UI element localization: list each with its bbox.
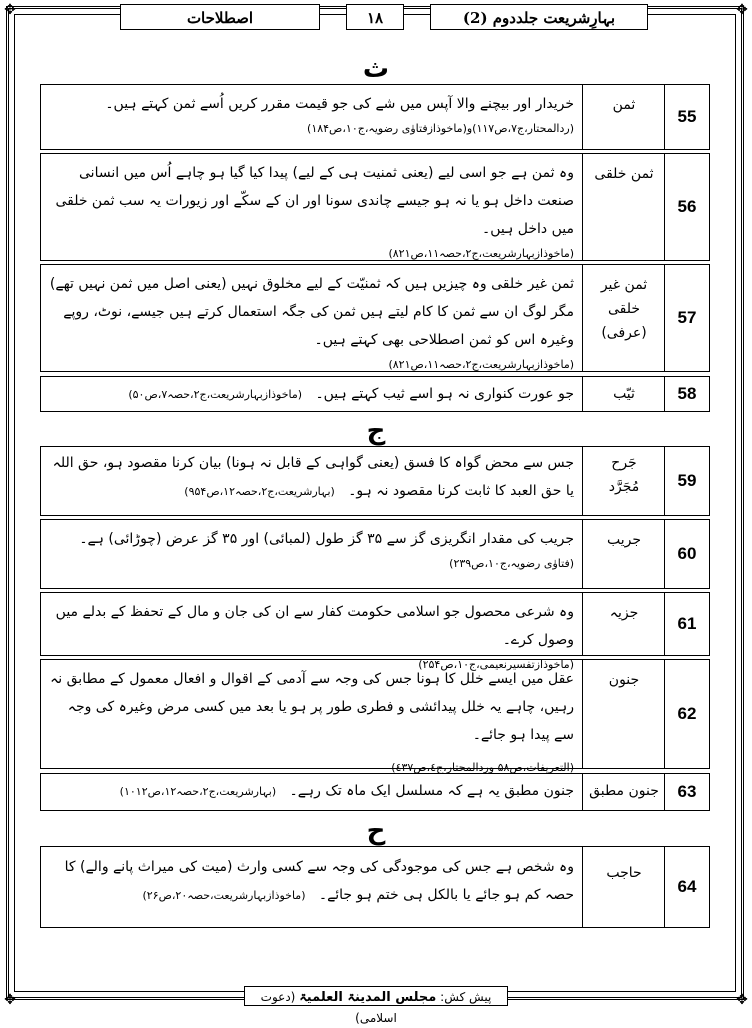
- entry-term: [582, 847, 665, 927]
- section-letter-tha: ث: [362, 54, 390, 84]
- entry-source: (فتاوٰی رضویہ،ج۱۰،ص۲۳۹): [449, 557, 574, 570]
- entry-row: [40, 84, 710, 150]
- entry-term-subtext: (عرفی): [601, 325, 647, 341]
- entry-row: [40, 153, 710, 261]
- entry-term: [582, 593, 665, 655]
- entry-definition-text: جو عورت کنواری نہ ہو اسے ثیب کہتے ہیں۔: [315, 386, 574, 402]
- entry-definition-text: خریدار اور بیچنے والا آپس میں شے کی جو قیمت مقرر کریں اُسے ثمن کہتے ہیں۔: [105, 96, 574, 112]
- entry-definition: [41, 85, 582, 149]
- entry-row: [40, 592, 710, 671]
- entry-term-text: ثمن غیر خلقی: [600, 277, 648, 317]
- footer-publisher: مجلس المدینۃ العلمیۃ: [299, 990, 437, 1005]
- entry-term: [582, 265, 665, 371]
- entry-source: (التعریفات،ص۵۸ وردالمحتار،ج٤،ص٤٣٧): [391, 761, 574, 774]
- chapter-title: اصطلاحات: [120, 4, 320, 30]
- entry-term-text: ثمن: [612, 97, 636, 113]
- entry-source: (ماخوذازبہارشریعت،ج۲،حصہ۱۱،ص۸۲۱): [388, 358, 574, 371]
- entry-number: 63: [664, 774, 709, 810]
- entry-definition: [41, 520, 582, 588]
- entry-source: (ماخوذازبہارشریعت،ج۲،حصہ۷،ص۵۰): [128, 388, 303, 401]
- entry-definition: [41, 660, 582, 774]
- entry-row: [40, 519, 710, 589]
- entry-definition: [41, 377, 582, 411]
- entry-number: 57: [664, 265, 709, 371]
- entry-definition: [41, 774, 582, 810]
- corner-ornament-icon: ✥: [736, 2, 748, 18]
- entry-definition-text: جس سے محض گواہ کا فسق (یعنی گواہی کے قابل نہ ہونا) بیان کرنا مقصود ہو، حق اللہ یا حق العبد کا ثابت کرنا مقصود نہ ہو۔: [52, 455, 574, 499]
- entry-definition-text: عقل میں ایسے خلل کا ہونا جس کی وجہ سے آدمی کے اقوال و افعال معمول کے مطابق نہ رہیں، چاہے یہ خلل پیدائشی و فطری طور پر ہو یا بعد میں کسی مرض وغیرہ کی وجہ سے پیدا ہو جائے۔: [50, 671, 574, 743]
- entry-row: [40, 376, 710, 412]
- entry-term: [582, 520, 665, 588]
- entry-number: 55: [664, 85, 709, 149]
- entry-definition-text: جریب کی مقدار انگریزی گز سے ۳۵ گز طول (لمبائی) اور ۳۵ گز عرض (چوڑائی) ہے۔: [79, 531, 574, 547]
- entry-term-text: ثمن خلقی: [594, 166, 654, 182]
- entry-row: [40, 773, 710, 811]
- entry-term-text: جزیہ: [609, 605, 639, 621]
- entry-definition-text: وہ شرعی محصول جو اسلامی حکومت کفار سے ان کی جان و مال کے تحفظ کے بدلے میں وصول کرے۔: [55, 604, 574, 648]
- entry-definition: [41, 447, 582, 515]
- entry-source: (ماخوذازبہارشریعت،حصہ۲۰،ص۲۶): [142, 889, 306, 902]
- entry-term: [582, 377, 665, 411]
- entry-row: [40, 446, 710, 516]
- publisher-footer: [244, 986, 508, 1025]
- entry-number: 60: [664, 520, 709, 588]
- entry-source: (بہارشریعت،ج۲،حصہ۱۲،ص۱۰۱۲): [119, 785, 277, 798]
- entry-definition-text: ثمن غیر خلقی وہ چیزیں ہیں کہ ثمنیّت کے لیے مخلوق نہیں (یعنی اصل میں ثمن نہیں تھے) مگر لوگ ان سے ثمن کا کام لیتے ہیں ثمن کی جگہ استعمال کرتے ہیں جیسے، نوٹ، روپے وغیرہ اس کو ثمن اصطلاحی بھی کہتے ہیں۔: [49, 276, 574, 348]
- entry-definition: [41, 847, 582, 927]
- entry-term: [582, 85, 665, 149]
- page-number: ۱۸: [346, 4, 404, 30]
- entry-definition: [41, 593, 582, 671]
- entry-term-subtext: مُجَرَّد: [608, 479, 640, 495]
- entry-term-text: جریب: [606, 532, 642, 548]
- corner-ornament-icon: ✥: [4, 992, 16, 1008]
- section-letter-haa: ح: [366, 816, 386, 846]
- entry-term: [582, 660, 665, 768]
- entry-row: [40, 846, 710, 928]
- entry-number: 59: [664, 447, 709, 515]
- entry-term: [582, 447, 665, 515]
- entry-row: [40, 264, 710, 372]
- entry-definition-text: جنون مطبق یہ ہے کہ مسلسل ایک ماہ تک رہے۔: [289, 783, 574, 799]
- entry-source: (ماخوذازتفسیرنعیمی،ج۱۰،ص۲۵۴): [418, 658, 574, 671]
- entry-row: [40, 659, 710, 774]
- section-letter-jeem: ج: [366, 416, 386, 446]
- entry-source: (ماخوذازبہارشریعت،ج۲،حصہ۱۱،ص۸۲۱): [388, 247, 574, 260]
- entry-number: 56: [664, 154, 709, 260]
- corner-ornament-icon: ✥: [736, 992, 748, 1008]
- entry-term-text: حاجب: [606, 865, 642, 881]
- book-title: بہارِشریعت جلددوم (2): [430, 4, 648, 30]
- entry-number: 62: [664, 660, 709, 768]
- entry-number: 64: [664, 847, 709, 927]
- entry-term-text: جنون: [608, 672, 640, 688]
- entry-term: [582, 154, 665, 260]
- footer-suffix: (دعوت اسلامی): [260, 990, 397, 1025]
- corner-ornament-icon: ✥: [4, 2, 16, 18]
- entry-definition: [41, 154, 582, 260]
- entry-term-text: جنون مطبق: [589, 783, 659, 799]
- entry-term-text: ثیّب: [613, 386, 635, 402]
- entry-number: 61: [664, 593, 709, 655]
- entry-number: 58: [664, 377, 709, 411]
- entry-definition: [41, 265, 582, 371]
- entry-definition-text: وہ ثمن ہے جو اسی لیے (یعنی ثمنیت ہی کے لیے) پیدا کیا گیا ہو چاہے اُس میں انسانی صنعت داخل ہو یا نہ ہو جیسے چاندی سونا اور ان کے سکّے اور زیورات یہ سب ثمن خلقی میں داخل ہیں۔: [55, 165, 574, 237]
- entry-term: [582, 774, 665, 810]
- entry-source: (ردالمحتار،ج۷،ص۱۱۷)و(ماخوذازفتاوٰی رضویہ،ج۱۰،ص۱۸۴): [307, 122, 574, 135]
- entry-definition-text: وہ شخص ہے جس کی موجودگی کی وجہ سے کسی وارث (میت کی میراث پانے والے) کا حصہ کم ہو جائے یا بالکل ہی ختم ہو جائے۔: [64, 859, 574, 903]
- entry-source: (بہارشریعت،ج۲،حصہ۱۲،ص۹۵۴): [184, 485, 335, 498]
- entry-term-text: جَرح: [611, 455, 637, 471]
- footer-prefix: پیش کش:: [440, 990, 492, 1004]
